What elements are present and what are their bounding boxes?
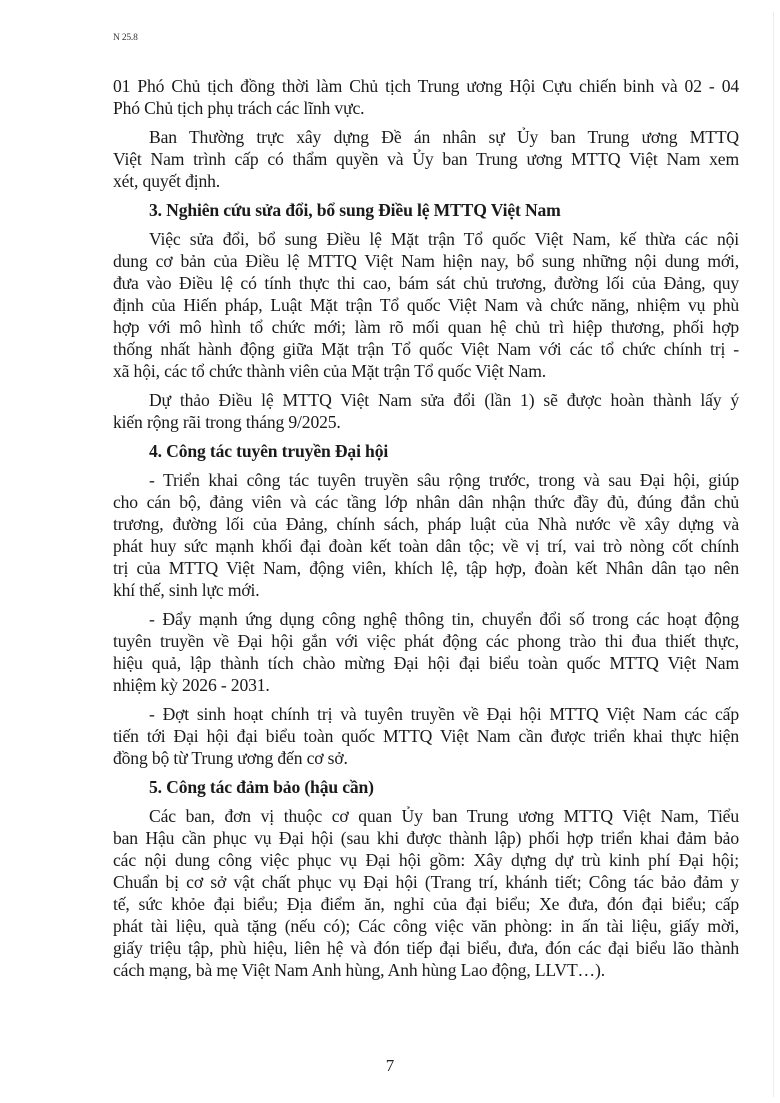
text-line: Ban Thường trực xây dựng Đề án nhân sự Ủy ban Trung ương MTTQ — [149, 127, 739, 147]
text-line: - Đẩy mạnh ứng dụng công nghệ thông tin, chuyển đổi số trong các hoạt động — [149, 609, 739, 629]
text-line: cách mạng, bà mẹ Việt Nam Anh hùng, Anh hùng Lao động, LLVT…). — [113, 960, 605, 980]
text-line: dung cơ bản của Điều lệ MTTQ Việt Nam hiện nay, bổ sung những nội dung mới, — [113, 251, 739, 271]
page-number: 7 — [385, 1056, 395, 1075]
text-line: hợp với mô hình tổ chức mới; làm rõ mối quan hệ chủ trì hiệp thương, phối hợp — [113, 317, 739, 337]
paragraph — [113, 703, 739, 769]
text-line: giấy triệu tập, phù hiệu, liên hệ và đón tiếp đại biểu, đưa, đón các đại biểu lão thành — [113, 938, 739, 958]
paragraph — [113, 469, 739, 601]
text-line: Chuẩn bị cơ sở vật chất phục vụ Đại hội (Trang trí, khánh tiết; Công tác bảo đảm y — [113, 872, 739, 892]
text-line: Phó Chủ tịch phụ trách các lĩnh vực. — [113, 98, 365, 118]
paragraph — [113, 75, 739, 119]
section-heading — [113, 776, 739, 798]
text-line: các nội dung công việc phục vụ Đại hội gồm: Xây dựng dự trù kinh phí Đại hội; — [113, 850, 739, 870]
text-line: trị của MTTQ Việt Nam, động viên, khích lệ, tập hợp, đoàn kết Nhân dân tạo nên — [113, 558, 739, 578]
page-edge-line — [773, 12, 774, 1097]
text-line: Việc sửa đổi, bổ sung Điều lệ Mặt trận Tổ quốc Việt Nam, kế thừa các nội — [149, 229, 739, 249]
document-code: N 25.8 — [113, 33, 138, 43]
text-line: tuyên truyền về Đại hội gắn với việc phát động các phong trào thi đua thiết thực, — [113, 631, 739, 651]
paragraph — [113, 805, 739, 981]
paragraph — [113, 126, 739, 192]
text-line: tiến tới Đại hội đại biểu toàn quốc MTTQ Việt Nam cần được triển khai thực hiện — [113, 726, 739, 746]
paragraph — [113, 608, 739, 696]
heading-text: 5. Công tác đảm bảo (hậu cần) — [149, 777, 374, 797]
text-line: ban Hậu cần phục vụ Đại hội (sau khi được thành lập) phối hợp triển khai đảm bảo — [113, 828, 739, 848]
paragraph — [113, 228, 739, 382]
text-line: định của Hiến pháp, Luật Mặt trận Tổ quốc Việt Nam và chức năng, nhiệm vụ phù — [113, 295, 739, 315]
document-body — [113, 75, 739, 988]
heading-text: 3. Nghiên cứu sửa đổi, bổ sung Điều lệ MTTQ Việt Nam — [149, 200, 561, 220]
text-line: Việt Nam trình cấp có thẩm quyền và Ủy ban Trung ương MTTQ Việt Nam xem — [113, 149, 739, 169]
text-line: thống nhất hành động giữa Mặt trận Tổ quốc Việt Nam với các tổ chức chính trị - — [113, 339, 739, 359]
paragraph — [113, 389, 739, 433]
text-line: xã hội, các tổ chức thành viên của Mặt trận Tổ quốc Việt Nam. — [113, 361, 547, 381]
section-heading — [113, 199, 739, 221]
text-line: nhiệm kỳ 2026 - 2031. — [113, 675, 270, 695]
text-line: - Đợt sinh hoạt chính trị và tuyên truyền về Đại hội MTTQ Việt Nam các cấp — [149, 704, 739, 724]
text-line: phát huy sức mạnh khối đại đoàn kết toàn dân tộc; về vị trí, vai trò nòng cốt chính — [113, 536, 739, 556]
text-line: đồng bộ từ Trung ương đến cơ sở. — [113, 748, 348, 768]
text-line: phát tài liệu, quà tặng (nếu có); Các công việc văn phòng: in ấn tài liệu, giấy mời, — [113, 916, 739, 936]
section-heading — [113, 440, 739, 462]
text-line: - Triển khai công tác tuyên truyền sâu rộng trước, trong và sau Đại hội, giúp — [149, 470, 739, 490]
text-line: xét, quyết định. — [113, 171, 221, 191]
text-line: cho cán bộ, đảng viên và các tầng lớp nhân dân nhận thức đầy đủ, đúng đắn chủ — [113, 492, 739, 512]
text-line: đưa vào Điều lệ có tính thực thi cao, bám sát chủ trương, đường lối của Đảng, quy — [113, 273, 739, 293]
text-line: trương, đường lối của Đảng, chính sách, pháp luật của Nhà nước về xây dựng và — [113, 514, 739, 534]
text-line: 01 Phó Chủ tịch đồng thời làm Chủ tịch Trung ương Hội Cựu chiến binh và 02 - 04 — [113, 76, 739, 96]
text-line: Dự thảo Điều lệ MTTQ Việt Nam sửa đổi (lần 1) sẽ được hoàn thành lấy ý — [149, 390, 739, 410]
text-line: kiến rộng rãi trong tháng 9/2025. — [113, 412, 341, 432]
text-line: hiệu quả, lập thành tích chào mừng Đại hội đại biểu toàn quốc MTTQ Việt Nam — [113, 653, 739, 673]
text-line: khí thế, sinh lực mới. — [113, 580, 260, 600]
text-line: tế, sức khỏe đại biểu; Địa điểm ăn, nghỉ của đại biểu; Xe đưa, đón đại biểu; cấp — [113, 894, 739, 914]
text-line: Các ban, đơn vị thuộc cơ quan Ủy ban Trung ương MTTQ Việt Nam, Tiểu — [149, 806, 739, 826]
heading-text: 4. Công tác tuyên truyền Đại hội — [149, 441, 389, 461]
